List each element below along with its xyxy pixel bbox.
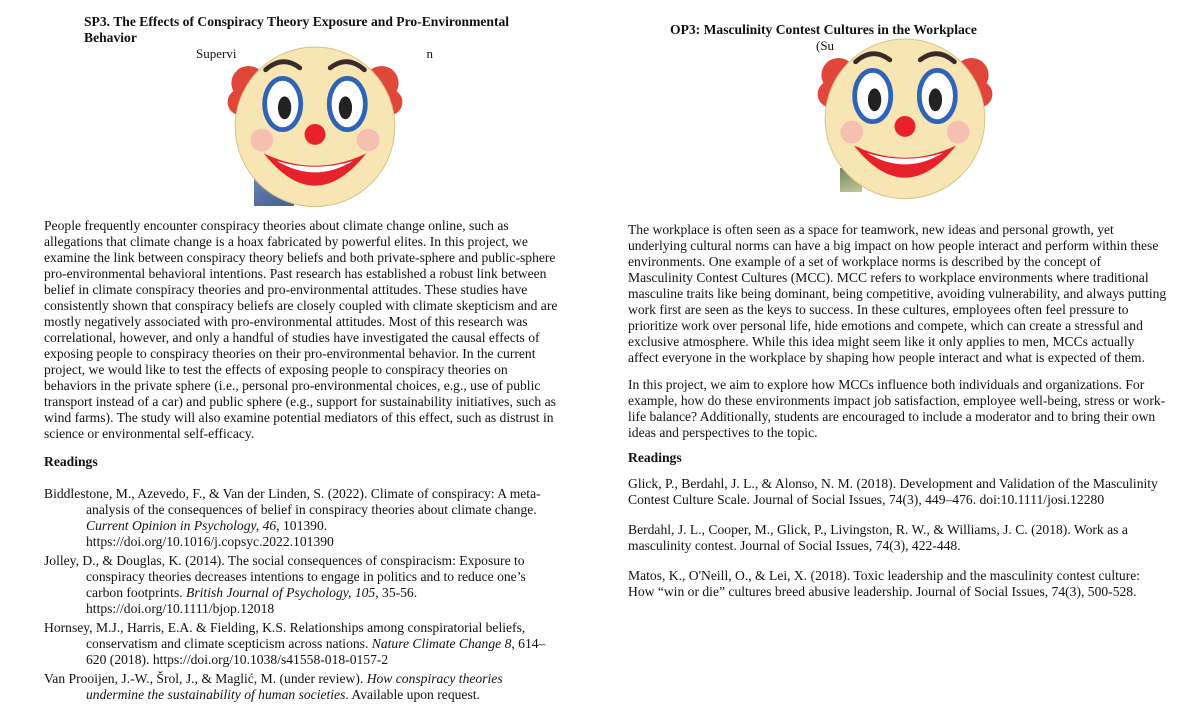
reference-item: Van Prooijen, J.-W., Šrol, J., & Maglić, M. (under review). How conspiracy theories undermine the sustainability of human societies. Available upon request. <box>44 671 503 702</box>
page-divider <box>600 0 602 727</box>
reference-item: Biddlestone, M., Azevedo, F., & Van der Linden, S. (2022). Climate of conspiracy: A meta-analysis of the consequences of belief in conspiracy theories about climate change. Current Opinion in Psychology, 46, 101390. https://doi.org/10.1016/j.copsyc.2022.101390 <box>44 486 541 549</box>
reference-item: Matos, K., O'Neill, O., & Lei, X. (2018). Toxic leadership and the masculinity contest culture: How “win or die” cultures breed abusive leadership. Journal of Social Issues, 74(3), 500-528. <box>628 568 1141 599</box>
readings-list <box>44 486 559 706</box>
project-description: The workplace is often seen as a space for teamwork, new ideas and personal growth, yet underlying cultural norms can have a big impact on how people interact and perform within these environments. One example of a set of workplace norms is described by the concept of Masculinity Contest Cultures (MCC). MCC refers to workplace environments where traditional masculine traits like being dominant, being competitive, avoiding vulnerability, and always putting work first are seen as the keys to success. In these cultures, employees often feel pressure to prioritize work over personal life, hide emotions and compete, which can create a stressful and exclusive atmosphere. While this idea might seem like it only applies to men, MCCs actually affect everyone in the workplace by shaping how people interact and what is expected of them. <box>628 222 1167 365</box>
project-title-sp3: SP3. The Effects of Conspiracy Theory Exposure and Pro-Environmental Behavior <box>84 14 510 45</box>
readings-list <box>628 476 1168 614</box>
supervisor-fragment-tail: n <box>426 46 433 61</box>
project-description: People frequently encounter conspiracy theories about climate change online, such as allegations that climate change is a hoax fabricated by powerful elites. In this project, we examine the link between conspiracy theory beliefs and both private-sphere and public-sphere pro-environmental behavioral intentions. Past research has established a robust link between belief in climate conspiracy theories and pro-environmental attitudes. These studies have consistently shown that conspiracy beliefs are closely coupled with climate skepticism and are mostly negatively associated with pro-environmental attitudes. Most of this research was correlational, however, and only a handful of studies have investigated the causal effects of exposing people to conspiracy theories on their pro-environmental behavior. In the current project, we would like to test the effects of exposing people to conspiracy theories on behaviors in the private sphere (i.e., personal pro-environmental choices, e.g., use of public transport instead of a car) and public sphere (e.g., support for sustainability initiatives, such as wind farms). The study will also examine potential mediators of this effect, such as distrust in science or environmental self-efficacy. <box>44 218 558 441</box>
supervisor-fragment: Supervi <box>196 46 237 61</box>
clown-face-emoji-icon <box>810 20 1000 210</box>
reference-item: Hornsey, M.J., Harris, E.A. & Fielding, K.S. Relationships among conspiratorial beliefs, conservatism and climate scepticism across nations. Nature Climate Change 8, 614–620 (2018). https://doi.org/10.1038/s41558-018-0157-2 <box>44 620 546 667</box>
supervisor-line: (Su <box>816 38 835 53</box>
readings-heading: Readings <box>628 450 682 465</box>
left-document-page <box>0 0 595 727</box>
reference-item: Glick, P., Berdahl, J. L., & Alonso, N. M. (2018). Development and Validation of the Masculinity Contest Culture Scale. Journal of Social Issues, 74(3), 449–476. doi:10.1111/josi.12280 <box>628 476 1158 507</box>
project-title-op3: OP3: Masculinity Contest Cultures in the Workplace <box>670 22 977 37</box>
readings-heading: Readings <box>44 454 98 469</box>
reference-item: Jolley, D., & Douglas, K. (2014). The social consequences of conspiracism: Exposure to conspiracy theories decreases intentions to engage in politics and to reduce one’s carbon footprints. British Journal of Psychology, 105, 35-56. https://doi.org/10.1111/bjop.12018 <box>44 553 526 616</box>
project-aims: In this project, we aim to explore how MCCs influence both individuals and organizations. For example, how do these environments impact job satisfaction, employee well-being, stress or work-life balance? Additionally, students are encouraged to include a moderator and to bring their own ideas and perspectives to the topic. <box>628 377 1166 440</box>
clown-face-emoji-icon <box>220 28 410 218</box>
reference-item: Berdahl, J. L., Cooper, M., Glick, P., Livingston, R. W., & Williams, J. C. (2018). Work as a masculinity contest. Journal of Social Issues, 74(3), 422-448. <box>628 522 1128 553</box>
right-document-page <box>608 0 1200 727</box>
